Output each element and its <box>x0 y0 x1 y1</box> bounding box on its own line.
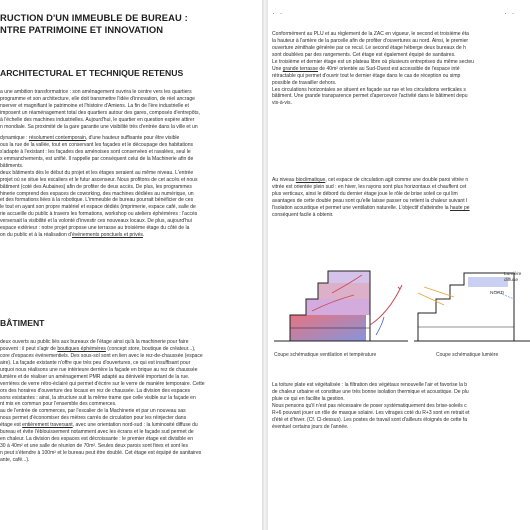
underlined-emphasis: événements ponctuels et privés <box>71 232 143 239</box>
text-line: à l'échelle des machines industrielles. Aujourd'hui, le quartier en question espère attirer <box>0 116 195 123</box>
text-line: programme et son architecture, elle doit transmettre l'idée d'innovation, de réel ancrage <box>0 95 195 102</box>
line-text: avantages de cette double peau sont qu'elle laisse passer ou retient la chaleur suivant l <box>272 197 468 204</box>
line-text: sons existantes : ainsi, la structure suit la même trame que celle visible sur la façade en <box>0 394 196 401</box>
right-page <box>268 0 530 530</box>
text-line <box>272 184 530 191</box>
line-text: Conformément au PLU et au règlement de la ZAC en vigueur, le second et troisième éta <box>272 31 469 37</box>
line-text: ors des horaires d'ouverture des locaux en rez de chaussée. La division des espaces <box>0 387 191 394</box>
line-text: vis-à-vis. <box>272 100 292 107</box>
underlined-emphasis: boutiques éphémères <box>57 345 106 352</box>
underlined-emphasis: entièrement traversant <box>22 422 73 429</box>
text-line: n mondiale. Sa proximité de la gare garantie une visibilité très d'entrée dans la ville et un <box>0 123 198 130</box>
line-text: lumière et de réaliser un aménagement PMR adapté au dénivelé important de la rue. <box>0 373 190 380</box>
text-line <box>272 382 530 389</box>
line-text: vitrée est orientée plein sud : en hiver, les rayons sont plus horizontaux et chauffent cet <box>272 183 467 190</box>
text-line <box>272 205 530 212</box>
text-line <box>0 142 260 149</box>
text-line <box>0 360 260 367</box>
line-text: éventuel certains jours de l'année. <box>272 423 349 430</box>
paragraph-intro <box>0 89 260 131</box>
text-line <box>272 100 530 107</box>
line-text: ous la rue de la vallée, tout en conservant les façades et le découpage des habitations <box>0 141 194 148</box>
line-text: n peut s'étendre à 100m² et le bureau peut être doublé. Cet étage est équipé de sanitaires <box>0 450 202 456</box>
figure-caption-ventilation: Coupe schématique ventilation et température <box>274 352 377 358</box>
text-line <box>0 184 260 191</box>
text-line <box>272 45 530 52</box>
line-text: 30 à 40m² et une salle de réunion de 70m². Seules deux parois sont fixes et sont les <box>0 443 188 450</box>
text-line <box>0 415 260 422</box>
paragraph-program <box>0 135 260 239</box>
text-line <box>272 31 530 38</box>
text-line <box>272 191 530 198</box>
text-line <box>272 38 530 45</box>
line-text: versersait la visibilité et la volonté d'investir ces nouveaux locaux. De plus, aujourd'hui <box>0 218 192 225</box>
line-text: l'isolation acoustique et permet une ventilation naturelle. L'objectif d'atteindre la <box>272 204 450 211</box>
line-text: nt mis en commun pour l'ensemble des commerces. <box>0 401 117 408</box>
line-text: projet où se situe les escaliers et le futur ascenseur. Nous profitons de cet accès et nous <box>0 176 198 183</box>
title-line: NTRE PATRIMOINE ET INNOVATION <box>0 24 164 35</box>
line-text: Les circulations horizontales se situent en façade sur rue et les circulations verticales s <box>272 86 466 93</box>
text-line <box>272 52 530 59</box>
line-text: rie accueille du public à travers les formations, workshop ou ateliers éphémères : l'accès <box>0 211 198 218</box>
line-text: on du public et à la réalisation d' <box>0 232 72 239</box>
text-line <box>0 408 260 415</box>
text-line <box>272 93 530 100</box>
line-text: pouvent : il peut s'agir de <box>0 345 58 352</box>
text-line <box>0 429 260 436</box>
section-heading-architecture: ARCHITECTURAL ET TECHNIQUE RETENUS <box>0 68 184 78</box>
line-text: Au niveau <box>272 177 296 183</box>
line-text: le tout en ayant son propre matériel et espace dédiés (imprimerie, espace café, salle de <box>0 204 196 211</box>
top-floor-glazing <box>468 277 508 287</box>
line-text: sont doublées par des rangements. Cet étage est également équipé de sanitaires. <box>272 51 456 58</box>
text-line <box>0 450 260 457</box>
text-line <box>0 156 260 163</box>
ventilation-section-diagram <box>272 265 410 347</box>
line-text: dynamique : <box>0 135 29 141</box>
line-text: ante, café...). <box>0 456 30 463</box>
text-line <box>272 73 530 80</box>
paragraph-roof <box>272 382 530 431</box>
text-line <box>272 424 530 431</box>
label-light: Lumière <box>504 272 522 277</box>
text-line <box>0 339 260 346</box>
line-text: deux bâtiments dès le début du projet et les étages seraient au même niveau. L'entrée <box>0 169 194 176</box>
third-floor-heat <box>328 271 370 283</box>
figure-caption-light: Coupe schématique lumière <box>436 352 499 358</box>
line-text: espace extérieur : notre projet propose une terrasse au troisième étage du côté de la <box>0 225 190 232</box>
line-text: la hauteur à l'arrière de la parcelle afin de profiter d'ouvertures au nord. Ainsi, le premier <box>272 37 469 44</box>
text-line <box>0 204 260 211</box>
line-text: conséquent facile à obtenir. <box>272 211 334 218</box>
line-text: deux ouverts au public liés aux bureaux de l'étage ainsi qu'à la machinerie pour faire <box>0 339 189 345</box>
text-line <box>272 403 530 410</box>
line-text: de 40m² orientée au Sud-Ouest est accessible de l'espace inté <box>318 65 460 72</box>
line-text: hinerie comprend des espaces de coworking, des machines dédiées au numérique, un <box>0 190 194 197</box>
line-text: core d'espaces événementiels. Des sous-sol sont en lien avec le rez-de-chaussée (espace <box>0 352 203 359</box>
line-text: s'adapte à l'existant : les façades des aménoises sont conservées et ravalées, seul le <box>0 148 191 155</box>
text-line <box>0 149 260 156</box>
text-line: nserver et magnifiant le patrimoine et l'histoire d'Amiens. La fin de l'ère industrielle et <box>0 102 189 109</box>
light-label <box>504 272 521 284</box>
text-line <box>272 80 530 87</box>
section-heading-building: BÂTIMENT <box>0 318 45 328</box>
line-text: R+6 pouvant jouer un rôle de masque solaire. Les vitrages coté du R+3 sont en retrait et <box>272 409 470 416</box>
warm-air-arrow <box>370 289 400 325</box>
line-text: d'été et d'hiver. (Cf. Cl-dessus). Les postes de travail sont d'ailleurs éloignés de cette fa <box>272 416 468 423</box>
line-text: rétractable qui permet d'ouvrir tout le dernier étage dans le cas de réception ou simp <box>272 72 461 79</box>
line-text: ouverture zénithale générée par ce recul. Le second étage héberge deux bureaux de h <box>272 44 466 51</box>
line-text: au de l'entrée de commerces, par l'escalier de la Machinerie et par un nouveau sas <box>0 408 186 415</box>
page-corner-dots: · · <box>504 8 516 18</box>
line-text: (concept store, boutique de créateur...), <box>105 345 196 352</box>
text-line: a une ambition transformatrice : son aménagement ouvrira le centre vers les quartiers <box>0 89 192 95</box>
text-line <box>272 396 530 403</box>
text-line <box>272 410 530 417</box>
text-line <box>0 381 260 388</box>
label-north: NORD <box>490 291 505 296</box>
text-line <box>0 135 260 142</box>
text-line <box>0 232 260 239</box>
label-diffuse: diffuse <box>504 278 519 283</box>
text-line <box>0 218 260 225</box>
text-line <box>0 443 260 450</box>
line-text: aire). La façade existante n'offre que très peu d'ouvertures, ce qui est insuffisant pour <box>0 359 191 366</box>
left-page <box>0 0 262 530</box>
line-text: bâtiment. Une grande transparence permet d'apercevoir l'activité dans le bâtiment depu <box>272 93 468 100</box>
text-line <box>0 374 260 381</box>
line-text: pluie ce qui en facilite la gestion. <box>272 395 345 402</box>
paragraph-building <box>0 339 260 464</box>
text-line <box>0 422 260 429</box>
text-line <box>0 197 260 204</box>
line-text: , d'une hauteur suffisante pour être visible <box>85 135 180 141</box>
text-line <box>272 389 530 396</box>
line-text: en chaleur. La division des espaces est décroissante : le premier étage est divisible en <box>0 436 194 443</box>
text-line <box>0 177 260 184</box>
paragraph-bioclimatic <box>272 177 530 219</box>
text-line <box>272 66 530 73</box>
text-line <box>0 163 260 170</box>
text-line <box>272 177 530 184</box>
text-line <box>272 417 530 424</box>
text-line <box>0 367 260 374</box>
line-text: étage est <box>0 422 23 429</box>
line-text: Le troisième et dernier étage est un plateau libre où plusieurs entreprises du même secteu <box>272 58 474 65</box>
text-line <box>0 401 260 408</box>
line-text: et des formations liées à la robotique. L'immeuble de bureau pourrait bénéficier de ces <box>0 197 194 204</box>
document-title <box>0 12 188 36</box>
second-floor-heat <box>318 283 370 299</box>
text-line <box>0 436 260 443</box>
line-text: x emmanchements, est unifié. Il rappelle par conséquent celui de la Machinerie afin de <box>0 155 194 162</box>
underlined-emphasis: bioclimatique <box>295 177 326 183</box>
text-line <box>0 346 260 353</box>
arrow-head <box>398 285 402 289</box>
line-text: . <box>142 232 145 239</box>
line-text: , avec une orientation nord-sud : la luminosité diffuse du <box>72 422 198 429</box>
text-line <box>0 388 260 395</box>
line-text: de chaleur urbaine et constitue une très bonne isolation thermique et acoustique. De plu <box>272 388 469 395</box>
text-line: imposent un réaménagement total des quartiers autour des gares, composés d'entrepôts, <box>0 109 200 116</box>
page-corner-dots: · · <box>272 8 284 18</box>
line-text: , cet espace de circulation agit comme une double paroi vitrée n <box>325 177 469 183</box>
line-text: plus verticaux, ainsi le débord du dernier étage joue le rôle de brise soleil ce qui lim <box>272 190 458 197</box>
underlined-emphasis: grande terrasse <box>282 65 319 72</box>
text-line <box>272 87 530 94</box>
text-line <box>272 212 530 219</box>
line-text: bâtiment (coté des Aubaines) afin de profiter de deux accès. De plus, les programmes <box>0 183 192 190</box>
text-line <box>272 59 530 66</box>
line-text: Une <box>272 65 283 72</box>
line-text: bureau et évite l'éblouissement notamment avec les écrans et le façade sud permet de <box>0 429 194 436</box>
text-line <box>0 457 260 464</box>
text-line <box>0 353 260 360</box>
paragraph-floors <box>272 31 530 107</box>
text-line <box>0 170 260 177</box>
title-line: RUCTION D'UN IMMEUBLE DE BUREAU : <box>0 12 188 23</box>
line-text: verrières de verre rétro-éclairé qui permet d'écrire sur le verre de manière temporaire. Cette <box>0 380 205 387</box>
first-floor-heat <box>306 299 370 315</box>
line-text: nous permet d'économiser des mètres carrés de circulation pour les réinjecter dans <box>0 415 187 422</box>
line-text: La toiture plate est végétalisée : la filtration des végétaux renouvelle l'air et favorise la b <box>272 382 468 388</box>
text-line <box>0 211 260 218</box>
line-text: possible de travailler dehors. <box>272 79 337 86</box>
text-line <box>0 225 260 232</box>
text-line <box>0 191 260 198</box>
line-text: urquoi nous réalisons une rue intérieure derrière la façade en brique au rez de chaussée <box>0 366 198 373</box>
underlined-emphasis: résolument contemporain <box>28 135 86 141</box>
line-text: bâtiments. <box>0 162 24 169</box>
line-text: Nous pensons qu'il n'est pas nécessaire de poser systématiquement des brise-soleils c <box>272 402 467 409</box>
text-line <box>0 395 260 402</box>
underlined-emphasis: haute pe <box>449 204 470 211</box>
text-line <box>272 198 530 205</box>
